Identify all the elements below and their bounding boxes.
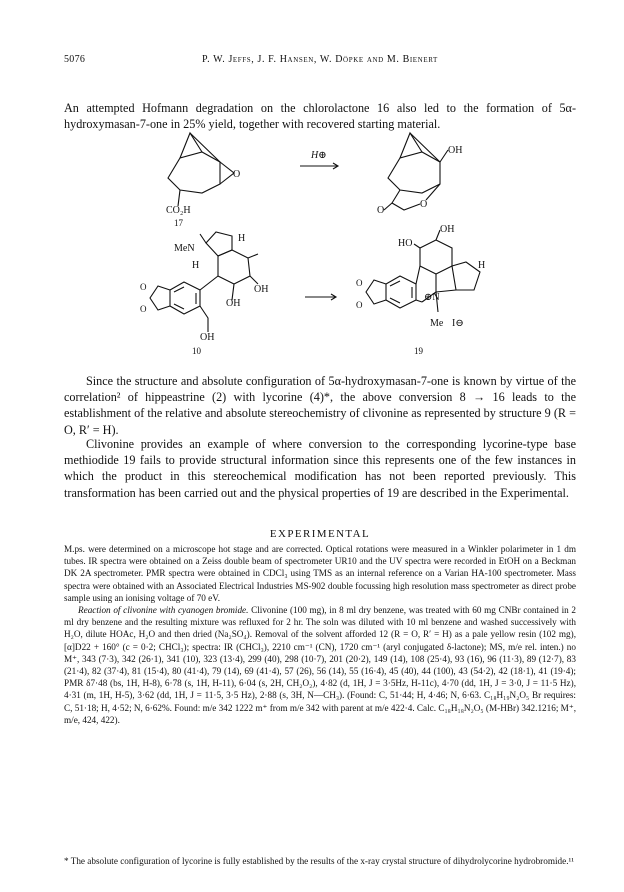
reaction-text: Clivonine (100 mg), in 8 ml dry benzene, was treated with 60 mg CNBr contained in 2 ml dry benzene and the resulting mixture was refluxed for 2 hr. The soln was diluted with 10 ml benzene and washed successively with H₂O, dilute HOAc, H₂O and then dried (Na₂SO₄). Removal of the solvent afforded 12 (R = O, R′ = H) as a pale yellow resin (102 mg), [α]D22 + 160° (c = 0·2; CHCl₃); spectra: IR (CHCl₃), 2210 cm⁻¹ (CN), 1720 cm⁻¹ (aryl conjugated δ-lactone); MS, m/e rel. inten.) no M⁺, 343 (7·3), 342 (26·1), 341 (10), 323 (13·4), 299 (40), 298 (10·7), 201 (20·2), 149 (14), 108 (25·4), 93 (16), 96 (11·3), 89 (12·7), 83 (21·4), 82 (37·4), 81 (15·4), 80 (41·4), 79 (14), 69 (41·4), 57 (26), 56 (14), 55 (16·4), 45 (40), 44 (100), 43 (54·2), 42 (18·1), 41 (19·4); PMR δ7·48 (bs, 1H, H-8), 6·78 (s, 1H, H-11), 6·04 (s, 2H, CH₂O₂), 4·82 (d, 1H, J = 3·5Hz, H-11c), 4·70 (dd, 1H, J = 3·0, J = 11·5 Hz), 4·31 (m, 1H, H-5), 3·62 (dd, 1H, J = 11·5, 3·5 Hz), 2·88 (s, 3H, N—CH₃). (Found: C, 51·44; H, 4·46; N, 6·63. C₁₈H₁₉N₂O₅ Br requires: C, 51·18; H, 4·52; N, 6·62%. Found: m/e 342 1222 m⁺ from m/e 342 with parent at m/e 422·4. Calc. C₁₈H₁₈N₂O₅ (M-HBr) 342.1216; M⁺, m/e, 424, 422). — [64, 605, 576, 725]
structure-10 — [150, 232, 258, 332]
h-label-10a: H — [238, 233, 246, 244]
quaternary-nitrogen: ⊕N — [424, 292, 440, 303]
h-label-10b: H — [192, 260, 200, 271]
experimental-reaction — [64, 604, 576, 726]
dioxole-o-lower: O — [140, 304, 147, 314]
h-label-19: H — [478, 260, 486, 271]
hydroxyl-10c: OH — [200, 332, 215, 343]
structure-lactone — [384, 133, 448, 210]
n-methyl-label: MeN — [174, 243, 195, 254]
author-line: P. W. Jeffs, J. F. Hansen, W. Döpke and M. Bienert — [202, 54, 438, 65]
iodide-counterion: I⊖ — [452, 318, 464, 329]
hydroxyl-10a: OH — [254, 284, 269, 295]
compound-17-label: 17 — [174, 218, 183, 228]
footnote: * The absolute configuration of lycorine is fully established by the results of the x-ray crystal structure of dihydrolycorine hydrobromide.¹¹ — [64, 856, 575, 866]
o-atom-17: O — [233, 169, 241, 180]
hydroxyl-10b: OH — [226, 298, 241, 309]
lactone-carbonyl-o: O — [377, 205, 385, 216]
compound-19-label: 19 — [414, 346, 423, 356]
experimental-heading: EXPERIMENTAL — [269, 528, 371, 540]
acid-reagent-label: H⊕ — [311, 150, 327, 161]
methyl-19: Me — [430, 318, 444, 329]
dioxole-o-upper: O — [140, 282, 147, 292]
dioxole-o-upper-19: O — [356, 278, 363, 288]
paragraph-clivonine: Clivonine provides an example of where conversion to the corresponding lycorine-type base methiodide 19 fails to provide structural information since this represents one of the few instances in which the product in this stereochemical modification has not been reported previously. This transformation has been carried out and the physical properties of 19 are described in the Experimental. — [64, 437, 576, 500]
hydroxy-19-ho: HO — [398, 238, 413, 249]
reaction-title: Reaction of clivonine with cyanogen bromide. — [78, 605, 249, 615]
page-number: 5076 — [64, 54, 86, 65]
paragraph-configuration: Since the structure and absolute configuration of 5α-hydroxymasan-7-one is known by virtue of the correlation² of hippeastrine (2) with lycorine (4)*, the above conversion 8 → 16 leads to the establishment of the relative and absolute stereochemistry of clivonine as represented by structure 9 (R = O, R′ = H). — [64, 374, 576, 437]
intro-paragraph: An attempted Hofmann degradation on the chlorolactone 16 also led to the formation of 5α-hydroxymasan-7-one in 25% yield, together with recovered starting material. — [64, 101, 576, 132]
lactone-ring-o: O — [420, 199, 428, 210]
experimental-general: M.ps. were determined on a microscope hot stage and are corrected. Optical rotations were measured in a Winkler polarimeter in 1 dm tubes. IR spectra were obtained on a Zeiss double beam of spectrometer UR10 and the UV spectra were recorded in EtOH on a Beckman DK 2A spectrometer. PMR spectra were obtained in CDCl₃ using TMS as an internal reference on a Varian HA-100 spectrometer. Mass spectra were obtained with an Associated Electrical Industries MS-902 double focussing high resolution mass spectrometer as direct probe sample using an ionising voltage of 70 eV. — [64, 544, 576, 603]
structure-17 — [168, 133, 234, 206]
carboxylic-acid-label: CO₂H — [166, 205, 191, 216]
hydroxyl-19: OH — [440, 224, 455, 235]
compound-10-label: 10 — [192, 346, 201, 356]
reaction-scheme — [0, 0, 624, 370]
structure-19 — [366, 230, 480, 312]
dioxole-o-lower-19: O — [356, 300, 363, 310]
lactone-hydroxyl: OH — [448, 145, 463, 156]
